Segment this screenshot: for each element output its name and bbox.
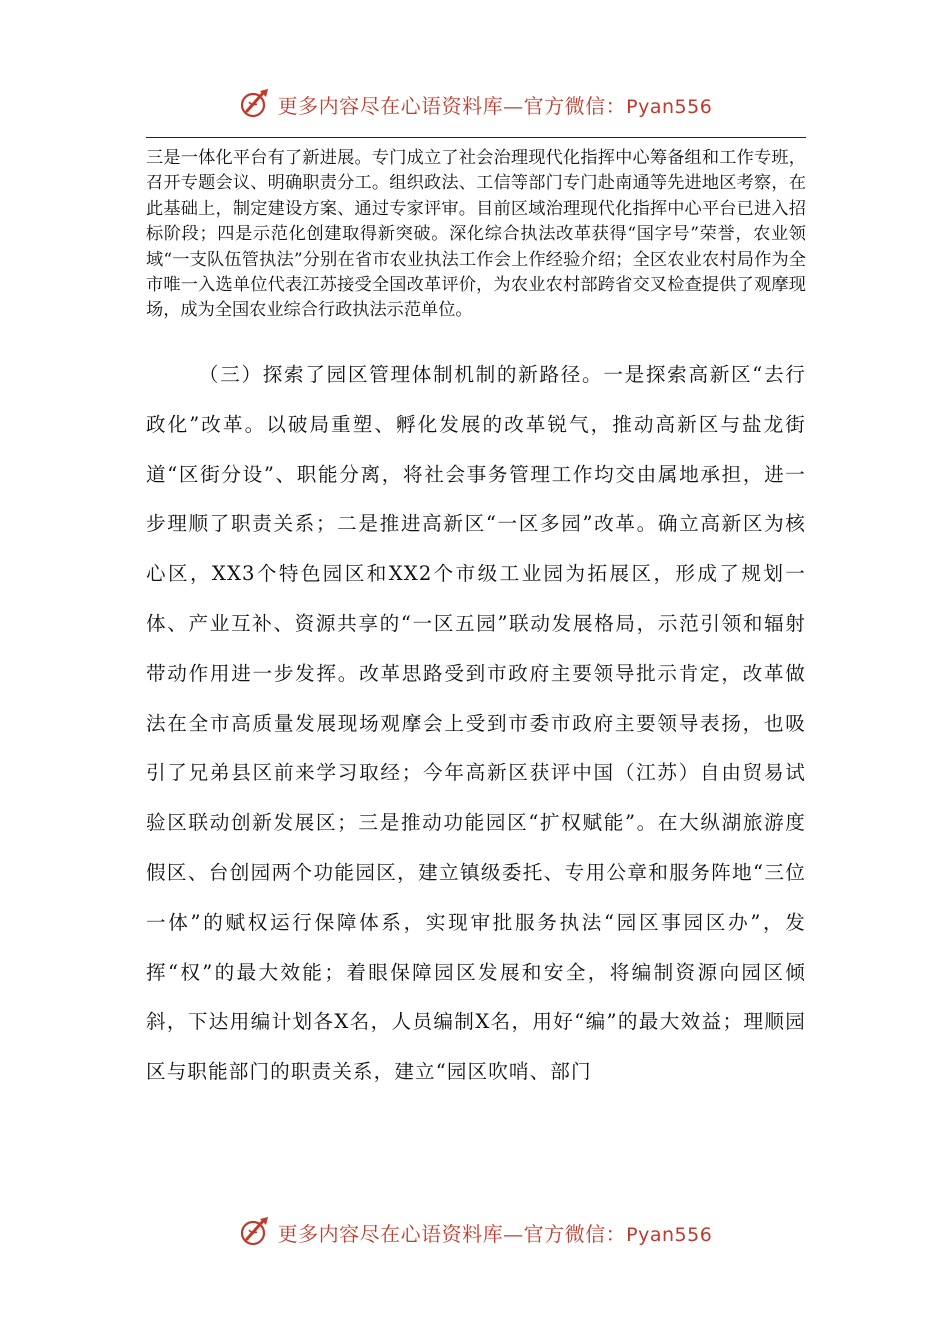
banner-text: 更多内容尽在心语资料库—官方微信：Pyan556 (277, 93, 713, 118)
header-banner (0, 84, 950, 124)
banner-text: 更多内容尽在心语资料库—官方微信：Pyan556 (277, 1221, 713, 1246)
header-divider (146, 137, 806, 138)
pen-logo-icon (238, 1215, 272, 1249)
footer-banner (0, 1212, 950, 1252)
pen-logo-icon (238, 87, 272, 121)
wechat-id: Pyan556 (626, 95, 713, 118)
body-paragraph-1: 三是一体化平台有了新进展。专门成立了社会治理现代化指挥中心筹备组和工作专班，召开专题会议、明确职责分工。组织政法、工信等部门专门赴南通等先进地区考察，在此基础上，制定建设方案、通过专家评审。目前区域治理现代化指挥中心平台已进入招标阶段；四是示范化创建取得新突破。深化综合执法改革获得“国字号”荣誉，农业领域“一支队伍管执法”分别在省市农业执法工作会上作经验介绍；全区农业农村局作为全市唯一入选单位代表江苏接受全国改革评价，为农业农村部跨省交叉检查提供了观摩现场，成为全国农业综合行政执法示范单位。 (146, 148, 806, 321)
wechat-id: Pyan556 (626, 1223, 713, 1246)
body-paragraph-2: （三）探索了园区管理体制机制的新路径。一是探索高新区“去行政化”改革。以破局重塑、孵化发展的改革锐气，推动高新区与盐龙街道“区街分设”、职能分离，将社会事务管理工作均交由属地承担，进一步理顺了职责关系；二是推进高新区“一区多园”改革。确立高新区为核心区，XX3个特色园区和XX2个市级工业园为拓展区，形成了规划一体、产业互补、资源共享的“一区五园”联动发展格局，示范引领和辐射带动作用进一步发挥。改革思路受到市政府主要领导批示肯定，改革做法在全市高质量发展现场观摩会上受到市委市政府主要领导表扬，也吸引了兄弟县区前来学习取经；今年高新区获评中国（江苏）自由贸易试验区联动创新发展区；三是推动功能园区“扩权赋能”。在大纵湖旅游度假区、台创园两个功能园区，建立镇级委托、专用公章和服务阵地“三位一体”的赋权运行保障体系，实现审批服务执法“园区事园区办”，发挥“权”的最大效能；着眼保障园区发展和安全，将编制资源向园区倾斜，下达用编计划各X名，人员编制X名，用好“编”的最大效益；理顺园区与职能部门的职责关系，建立“园区吹哨、部门 (146, 363, 806, 1084)
